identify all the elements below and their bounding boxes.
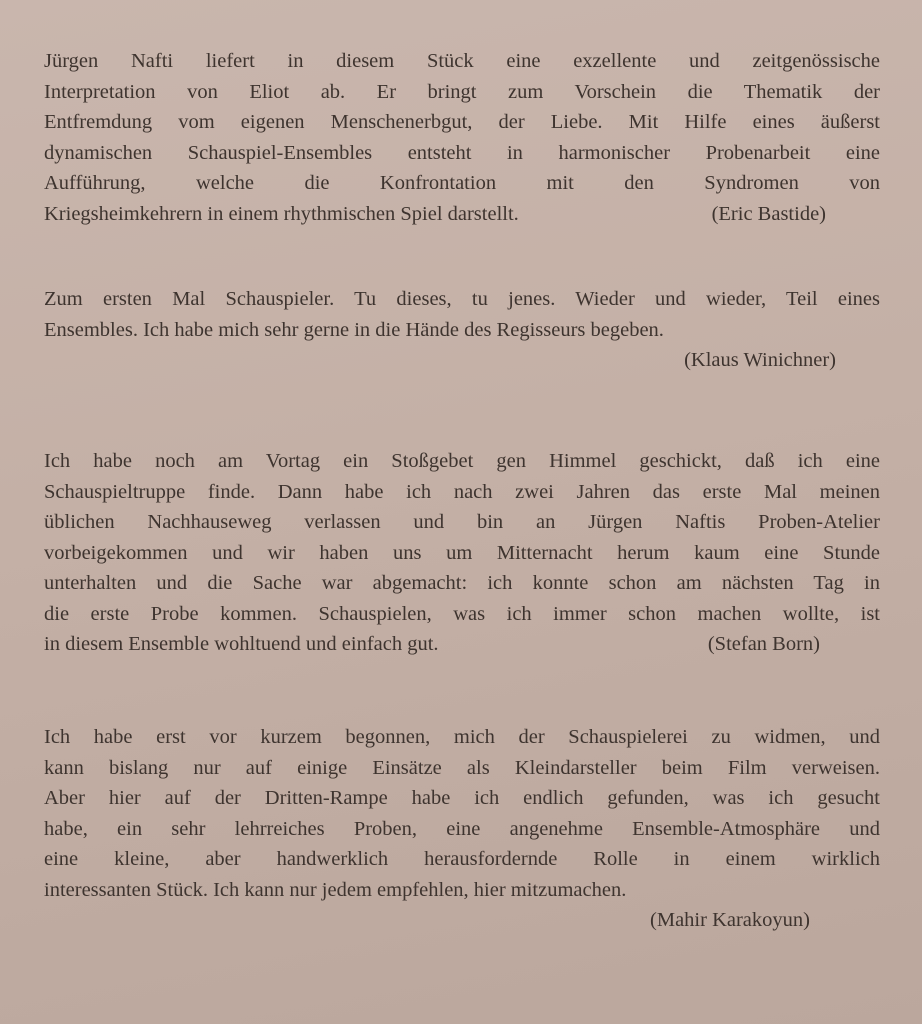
quote-line: interessanten Stück. Ich kann nur jedem empfehlen, hier mitzumachen.	[44, 878, 627, 901]
quote-author: (Stefan Born)	[707, 633, 820, 655]
quote-eric-bastide	[44, 46, 880, 229]
quote-line: Interpretation von Eliot ab. Er bringt zum Vorschein die Thematik der	[44, 80, 880, 103]
quote-line: Aber hier auf der Dritten-Rampe habe ich endlich gefunden, was ich gesucht	[44, 787, 880, 809]
quote-line: in diesem Ensemble wohltuend und einfach gut.	[44, 633, 439, 655]
quote-line: Ich habe noch am Vortag ein Stoßgebet gen Himmel geschickt, daß ich eine	[44, 450, 880, 472]
quote-line: Ich habe erst vor kurzem begonnen, mich der Schauspielerei zu widmen, und	[44, 726, 880, 748]
quote-author: (Mahir Karakoyun)	[650, 909, 810, 931]
quote-line: kann bislang nur auf einige Einsätze als Kleindarsteller beim Film verweisen.	[44, 756, 880, 779]
quote-line: Aufführung, welche die Konfrontation mit den Syndromen von	[44, 172, 880, 194]
quote-author: (Eric Bastide)	[711, 202, 826, 225]
quote-line: Kriegsheimkehrern in einem rhythmischen Spiel darstellt.	[44, 202, 519, 225]
quote-klaus-winichner	[44, 284, 880, 376]
quote-line: Entfremdung vom eigenen Menschenerbgut, der Liebe. Mit Hilfe eines äußerst	[44, 111, 880, 133]
quote-line: eine kleine, aber handwerklich herausfordernde Rolle in einem wirklich	[44, 848, 880, 870]
quote-line-with-author	[44, 629, 880, 660]
quote-mahir-karakoyun	[44, 722, 880, 936]
quote-line: die erste Probe kommen. Schauspielen, was ich immer schon machen wollte, ist	[44, 602, 880, 625]
quote-stefan-born	[44, 446, 880, 660]
quote-line: vorbeigekommen und wir haben uns um Mitternacht herum kaum eine Stunde	[44, 541, 880, 564]
quote-line-with-author	[44, 199, 880, 230]
quote-line: dynamischen Schauspiel-Ensembles entsteht in harmonischer Probenarbeit eine	[44, 141, 880, 164]
quote-line: üblichen Nachhauseweg verlassen und bin an Jürgen Naftis Proben-Atelier	[44, 511, 880, 533]
quote-line: Zum ersten Mal Schauspieler. Tu dieses, tu jenes. Wieder und wieder, Teil eines	[44, 288, 880, 310]
quote-line: Schauspieltruppe finde. Dann habe ich nach zwei Jahren das erste Mal meinen	[44, 480, 880, 503]
quote-line: habe, ein sehr lehrreiches Proben, eine angenehme Ensemble-Atmosphäre und	[44, 817, 880, 840]
quote-author: (Klaus Winichner)	[684, 349, 836, 371]
quote-line: Jürgen Nafti liefert in diesem Stück eine exzellente und zeitgenössische	[44, 50, 880, 72]
quote-line: unterhalten und die Sache war abgemacht: ich konnte schon am nächsten Tag in	[44, 572, 880, 594]
quote-line: Ensembles. Ich habe mich sehr gerne in die Hände des Regisseurs begeben.	[44, 318, 664, 341]
